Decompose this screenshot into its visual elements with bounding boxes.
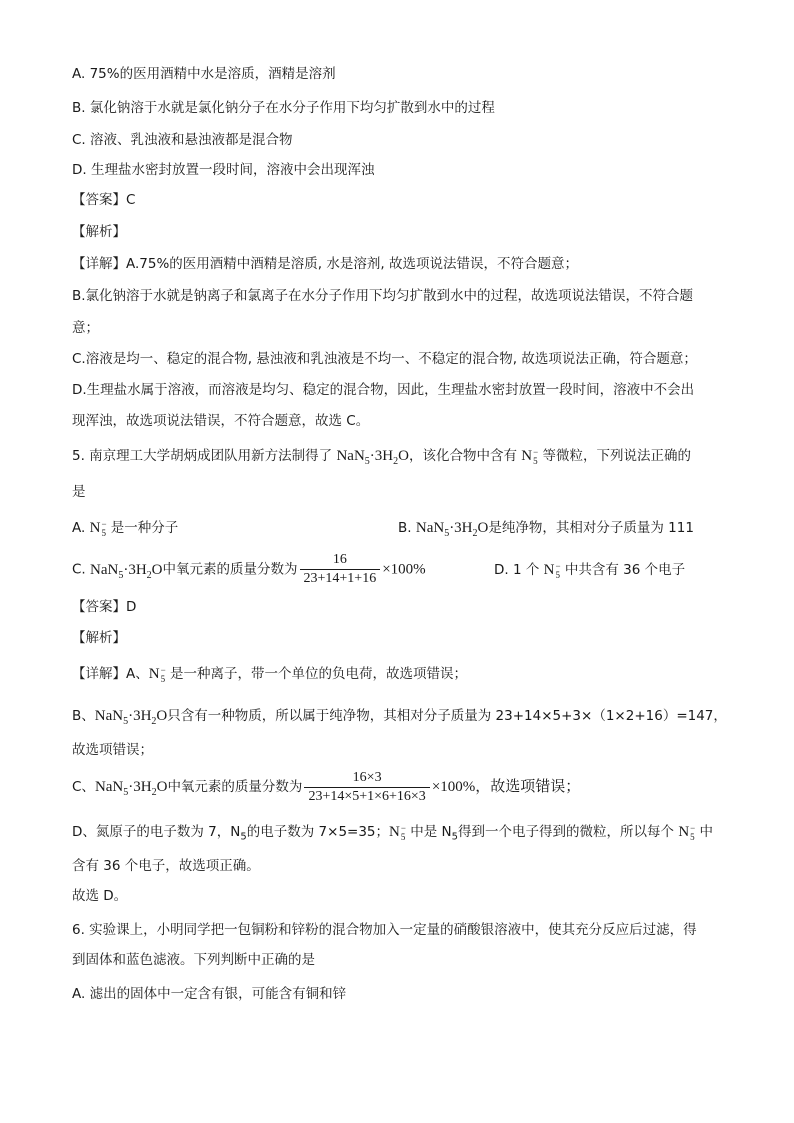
q5-detail-c-suffix: ×100%，故选项错误； [431, 779, 581, 795]
q5-detail-d-cont: 含有 36 个电子，故选项正确。 [72, 858, 260, 874]
q5-option-d [494, 560, 685, 580]
q4-option-c: C. 溶液、乳浊液和悬浊液都是混合物 [72, 132, 293, 148]
q4-detail-c: C.溶液是均一、稳定的混合物, 悬浊液和乳浊液是不均一、不稳定的混合物, 故选项说法正确，符合题意； [72, 351, 697, 367]
q4-detail-d: D.生理盐水属于溶液，而溶液是均匀、稳定的混合物，因此，生理盐水密封放置一段时间，溶液中不会出 [72, 382, 695, 398]
q5-option-c-label: C. [72, 561, 91, 578]
q5-detail-d-text-2: 的电子数为 7×5=35； [246, 824, 390, 840]
q4-detail-a: 【详解】A.75%的医用酒精中酒精是溶质, 水是溶剂, 故选项说法错误，不符合题意； [72, 256, 578, 272]
q6-stem-cont: 到固体和蓝色滤液。下列判断中正确的是 [72, 952, 315, 968]
q5-ion: N − 5 [389, 822, 406, 842]
q5-option-b-text: 是纯净物，其相对分子质量为 111 [488, 520, 694, 536]
q5-formula: $NaN_5\cdot 3H_2O$ [336, 448, 409, 467]
q5-detail-d-text-5: 中 [695, 824, 714, 840]
q5-option-d-text: 中共含有 36 个电子 [560, 562, 686, 578]
q4-option-d: D. 生理盐水密封放置一段时间，溶液中会出现浑浊 [72, 162, 375, 178]
q5-ion: N − 5 [543, 560, 561, 580]
q5-detail-b-text: 只含有一种物质，所以属于纯净物，其相对分子质量为 23+14×5+3×（1×2+16）=147， [167, 708, 727, 724]
fraction-numerator: 16×3 [352, 769, 382, 785]
q5-option-b [398, 518, 694, 538]
q4-analysis-heading: 【解析】 [72, 224, 126, 240]
fraction-denominator: 23+14×5+1×6+16×3 [304, 787, 429, 805]
q4-detail-b: B.氯化钠溶于水就是钠离子和氯离子在水分子作用下均匀扩散到水中的过程，故选项说法错误，不符合题 [72, 288, 694, 304]
q5-detail-d: D、氮原子的电子数为 7，$N_5$的电子数为 7×5=35；N − 5 中是 $N_5$得到一个电子得到的微粒，所以每个 N − 5 中 [72, 822, 714, 843]
q5-detail-d-text-4: 得到一个电子得到的微粒，所以每个 [458, 824, 679, 840]
q5-option-c-suffix: ×100% [382, 561, 426, 578]
q5-option-a [72, 518, 178, 538]
q5-formula: $NaN_5\cdot 3H_2O$ [415, 520, 489, 539]
q5-option-c-fraction [300, 552, 381, 587]
q5-detail-a-label: 【详解】A、 [72, 666, 149, 682]
q5-formula: $NaN_5\cdot 3H_2O$ [94, 708, 168, 727]
q5-detail-c-label: C、 [72, 779, 95, 795]
fraction-numerator: 16 [332, 552, 347, 567]
q5-stem-text-3: 等微粒，下列说法正确的 [538, 448, 691, 464]
q5-option-a-text: 是一种分子 [106, 520, 179, 536]
q5-answer: 【答案】D [72, 599, 137, 615]
q5-option-d-label: D. 1 个 [494, 562, 544, 578]
q6-option-a: A. 滤出的固体中一定含有银，可能含有铜和锌 [72, 986, 347, 1002]
q5-ion: N − 5 [678, 822, 696, 842]
q5-ion: N − 5 [89, 518, 107, 538]
q5-option-c-text: 中氧元素的质量分数为 [162, 561, 298, 578]
q5-conclusion: 故选 D。 [72, 888, 128, 904]
q5-ion: N − 5 [521, 446, 539, 466]
q5-ion: N − 5 [148, 664, 166, 684]
q5-detail-d-text: D、氮原子的电子数为 7，N [72, 824, 241, 840]
q5-detail-a-text: 是一种离子，带一个单位的负电荷，故选项错误； [165, 666, 467, 682]
q4-detail-b-cont: 意； [72, 320, 99, 336]
q5-stem-text-2: ，该化合物中含有 [408, 448, 522, 464]
q5-detail-b [72, 706, 727, 726]
q5-detail-c-fraction [304, 770, 429, 805]
q5-detail-b-cont: 故选项错误； [72, 742, 153, 758]
q4-option-b: B. 氯化钠溶于水就是氯化钠分子在水分子作用下均匀扩散到水中的过程 [72, 100, 495, 116]
q5-stem-cont: 是 [72, 484, 86, 500]
q5-detail-c-text: 中氧元素的质量分数为 [167, 779, 303, 795]
q5-stem-text: 5. 南京理工大学胡炳成团队用新方法制得了 [72, 448, 337, 464]
fraction-denominator: 23+14+1+16 [300, 569, 381, 587]
q5-detail-c [72, 769, 580, 805]
q5-detail-d-text-3: 中是 N [405, 824, 452, 840]
q5-detail-a [72, 664, 467, 684]
q5-option-a-label: A. [72, 520, 90, 536]
q5-formula: $NaN_5\cdot 3H_2O$ [90, 561, 163, 581]
q5-analysis-heading: 【解析】 [72, 630, 126, 646]
q6-stem: 6. 实验课上，小明同学把一包铜粉和锌粉的混合物加入一定量的硝酸银溶液中，使其充分反应后过滤，得 [72, 922, 697, 938]
q5-detail-b-label: B、 [72, 708, 95, 724]
q4-detail-d-cont: 现浑浊，故选项说法错误，不符合题意，故选 C。 [72, 413, 370, 429]
q4-answer: 【答案】C [72, 192, 136, 208]
q5-option-c [72, 552, 426, 587]
q4-option-a: A. 75%的医用酒精中水是溶质，酒精是溶剂 [72, 66, 336, 82]
q5-formula: $NaN_5\cdot 3H_2O$ [94, 779, 168, 798]
q5-stem [72, 446, 691, 466]
q5-option-b-label: B. [398, 520, 416, 536]
